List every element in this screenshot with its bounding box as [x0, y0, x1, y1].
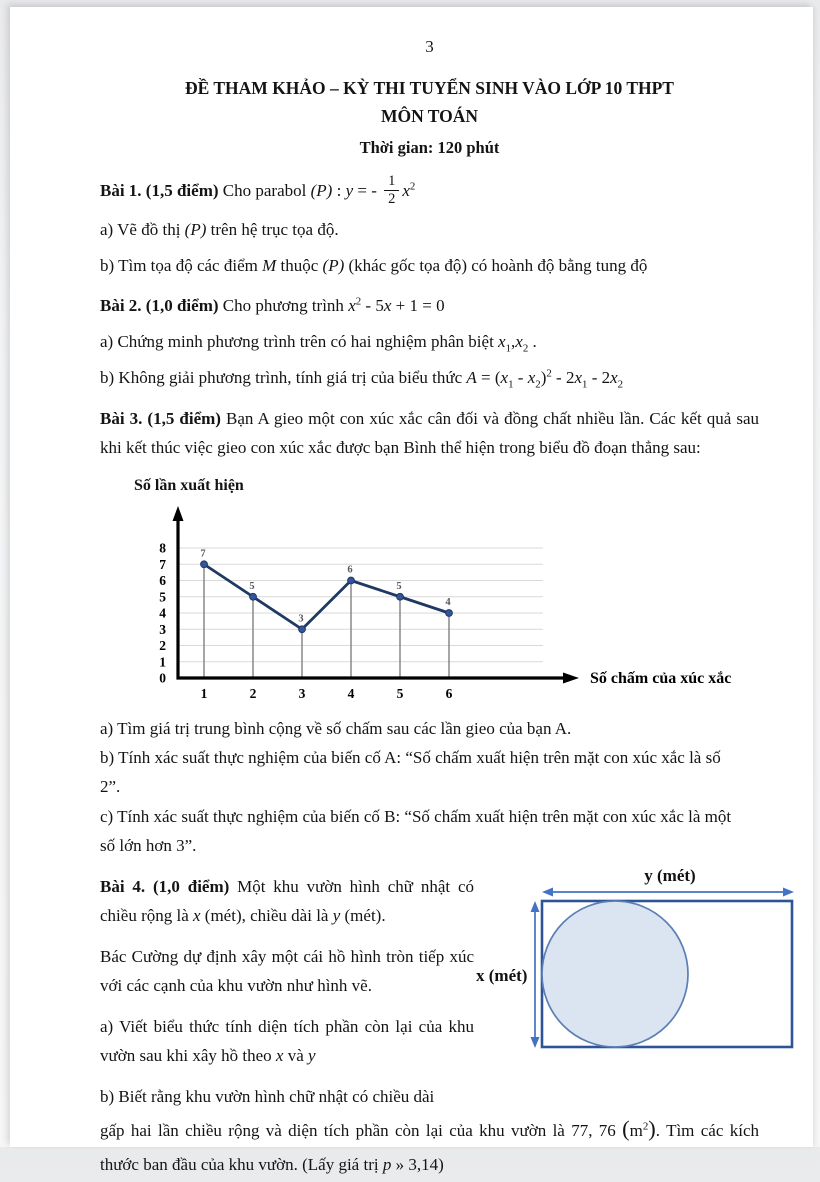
exam-subject: MÔN TOÁN: [100, 102, 759, 132]
svg-text:2: 2: [250, 686, 257, 701]
svg-text:7: 7: [159, 556, 166, 571]
problem3-statement: Bài 3. (1,5 điểm) Bạn A gieo một con xúc xắc cân đối và đồng chất nhiều lần. Các kết quả sau khi kết thúc việc gieo con xúc xắc được bạn Bình thể hiện trong biểu đồ đoạn thẳng sau:: [100, 405, 759, 463]
garden-figure-svg: [474, 865, 806, 1057]
problem1-statement: Bài 1. (1,5 điểm) Cho parabol (P) : y = - $\frac{1}{2}$ $x^2$: [100, 175, 759, 209]
problem1-part-b: b) Tìm tọa độ các điểm M thuộc (P) (khác gốc tọa độ) có hoành độ bằng tung độ: [100, 252, 759, 281]
figure-left-label: x (mét): [476, 966, 527, 985]
svg-text:3: 3: [298, 613, 303, 624]
svg-text:1: 1: [159, 654, 166, 669]
dice-line-chart: [128, 500, 776, 706]
height-arrow-top-head: [531, 901, 540, 912]
problem4-section: [100, 873, 759, 1070]
exam-page: [10, 7, 813, 1147]
svg-text:5: 5: [397, 686, 404, 701]
svg-text:5: 5: [159, 589, 166, 604]
svg-text:8: 8: [159, 540, 166, 555]
height-arrow-bottom-head: [531, 1037, 540, 1048]
problem3-part-b: b) Tính xác suất thực nghiệm của biến cố A: “Số chấm xuất hiện trên mặt con xúc xắc là số 2”.: [100, 744, 759, 802]
exam-title: ĐỀ THAM KHẢO – KỲ THI TUYỂN SINH VÀO LỚP 10 THPT: [100, 76, 759, 100]
garden-figure: [474, 865, 806, 1062]
width-arrow-left-head: [542, 888, 553, 897]
svg-text:Số chấm của xúc xắc: Số chấm của xúc xắc: [590, 670, 731, 687]
problem3-part-a: a) Tìm giá trị trung bình cộng về số chấm sau các lần gieo của bạn A.: [100, 715, 759, 744]
figure-top-label: y (mét): [644, 866, 695, 885]
problem4-statement: Bài 4. (1,0 điểm) Một khu vườn hình chữ nhật có chiều rộng là x (mét), chiều dài là y (mét).: [100, 873, 474, 931]
problem1-part-a: a) Vẽ đồ thị (P) trên hệ trục tọa độ.: [100, 216, 759, 245]
problem3-part-c: c) Tính xác suất thực nghiệm của biến cố B: “Số chấm xuất hiện trên mặt con xúc xắc là một số lớn hơn 3”.: [100, 803, 759, 861]
svg-text:5: 5: [396, 580, 401, 591]
exam-duration: Thời gian: 120 phút: [100, 134, 759, 162]
svg-text:2: 2: [159, 638, 166, 653]
svg-text:4: 4: [159, 605, 166, 620]
dice-chart-block: [128, 472, 759, 710]
svg-text:3: 3: [299, 686, 306, 701]
svg-text:4: 4: [445, 597, 451, 608]
svg-text:5: 5: [249, 580, 254, 591]
svg-text:7: 7: [200, 548, 205, 559]
problem4-text-column: [100, 873, 474, 1070]
svg-text:4: 4: [348, 686, 355, 701]
chart-y-axis-title: Số lần xuất hiện: [134, 472, 759, 499]
pond-circle: [542, 901, 688, 1047]
svg-text:6: 6: [347, 564, 352, 575]
problem4-part-b: b) Biết rằng khu vườn hình chữ nhật có chiều dài gấp hai lần chiều rộng và diện tích phần còn lại của khu vườn là 77, 76 $(m^2)$. Tìm các kích thước ban đầu của khu vườn. (Lấy giá trị p » 3,14): [100, 1080, 759, 1182]
problem2-statement: Bài 2. (1,0 điểm) Cho phương trình $x^2 - 5x + 1 = 0$: [100, 292, 759, 321]
page-number: 3: [100, 33, 759, 62]
svg-text:0: 0: [159, 670, 166, 685]
problem4-description: Bác Cường dự định xây một cái hồ hình tròn tiếp xúc với các cạnh của khu vườn như hình vẽ.: [100, 943, 474, 1001]
width-arrow-right-head: [783, 888, 794, 897]
problem4-part-a: a) Viết biểu thức tính diện tích phần còn lại của khu vườn sau khi xây hồ theo x và y: [100, 1013, 474, 1071]
svg-text:6: 6: [446, 686, 453, 701]
problem2-part-b: b) Không giải phương trình, tính giá trị của biểu thức $A = (x_1 - x_2)^2 - 2x_1 - 2x_2$: [100, 364, 759, 393]
svg-text:1: 1: [201, 686, 208, 701]
problem2-part-a: a) Chứng minh phương trình trên có hai nghiệm phân biệt $x_1,x_2$ .: [100, 328, 759, 357]
svg-text:6: 6: [159, 573, 166, 588]
svg-text:3: 3: [159, 621, 166, 636]
